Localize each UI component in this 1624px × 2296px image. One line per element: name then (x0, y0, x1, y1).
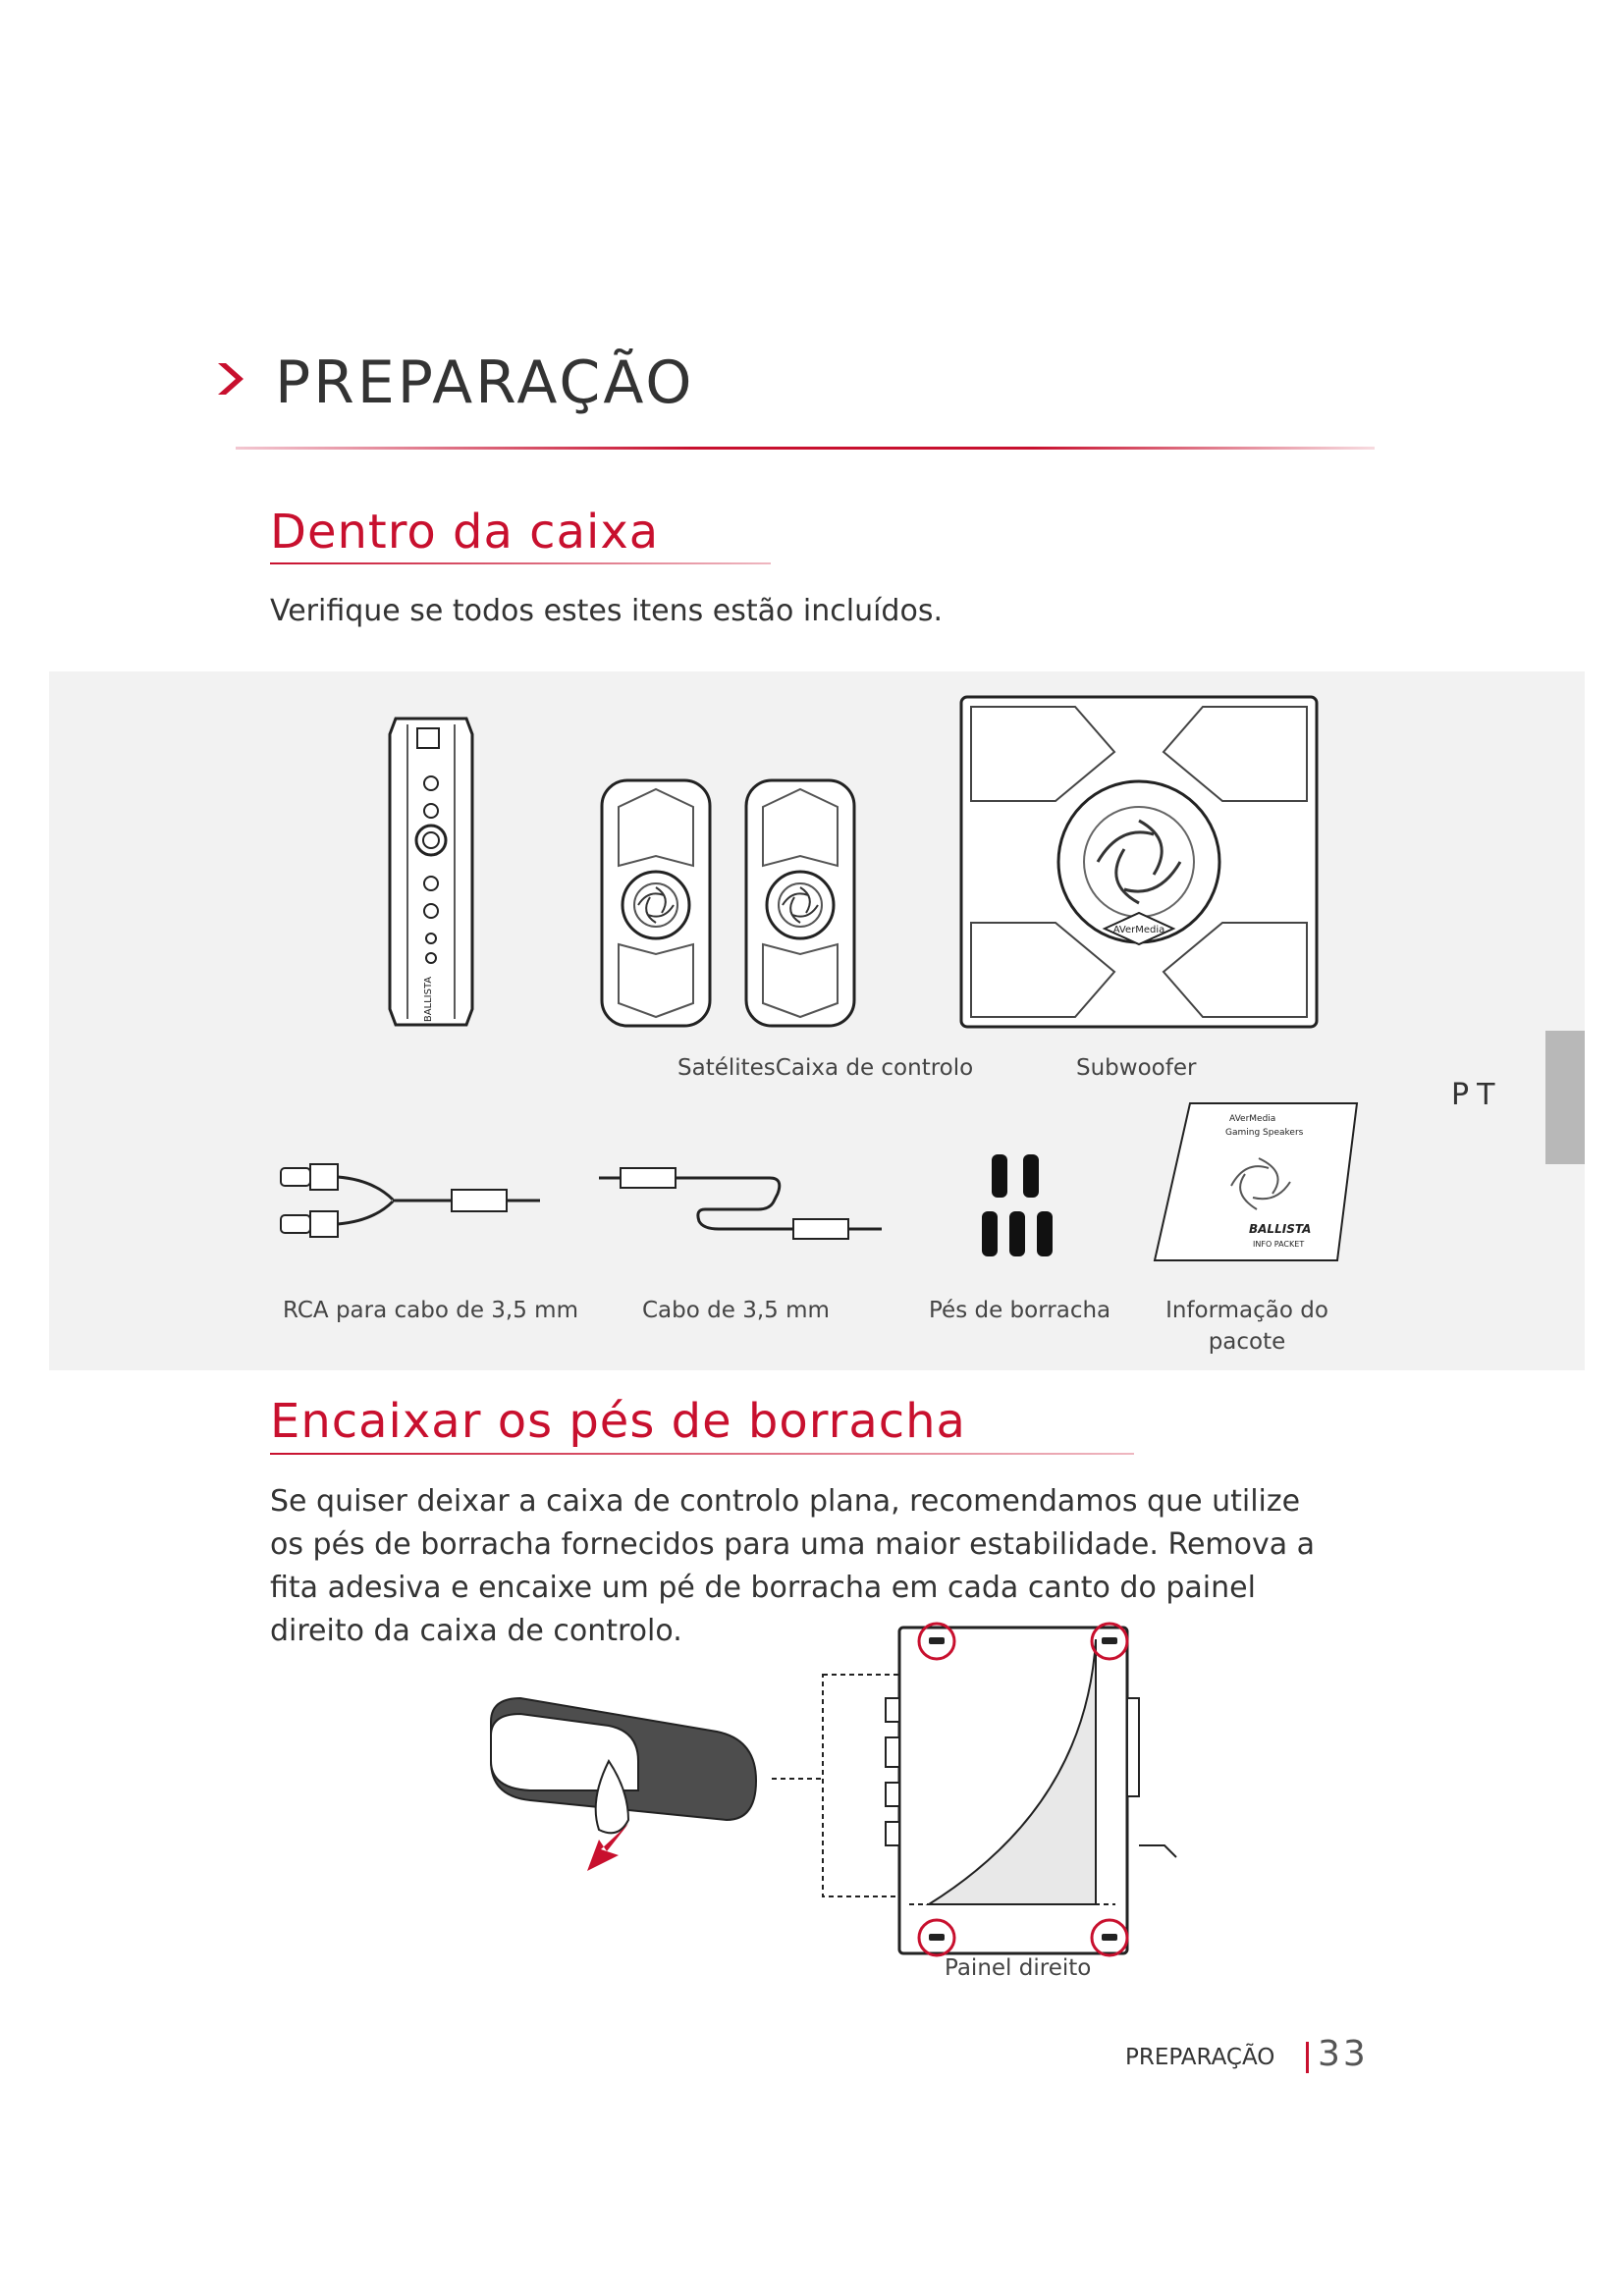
svg-text:INFO PACKET: INFO PACKET (1253, 1240, 1305, 1249)
caption-rca-cable: RCA para cabo de 3,5 mm (283, 1298, 578, 1323)
title-divider (236, 447, 1375, 450)
section-intro: Verifique se todos estes itens estão incluídos. (270, 594, 943, 628)
page-title: PREPARAÇÃO (275, 348, 695, 417)
caption-cable-35mm: Cabo de 3,5 mm (642, 1298, 830, 1323)
control-box-illustration (388, 715, 476, 1029)
svg-text:AVerMedia: AVerMedia (1229, 1114, 1276, 1124)
footer-divider (1306, 2042, 1309, 2073)
svg-text:BALLISTA: BALLISTA (1249, 1222, 1312, 1236)
right-panel-diagram (821, 1610, 1194, 1979)
svg-text:AVerMedia: AVerMedia (1112, 925, 1165, 935)
language-label: PT (1451, 1078, 1503, 1112)
footer-section-name: PREPARAÇÃO (1125, 2045, 1275, 2070)
caption-info-pack: Informação do pacote (1165, 1298, 1328, 1355)
cable-35mm-illustration (597, 1158, 892, 1247)
rca-cable-illustration (275, 1158, 550, 1247)
section-body: Se quiser deixar a caixa de controlo plana, recomendamos que utilize os pés de borracha fornecidos para uma maior estabilidade. Remova a fita adesiva e encaixe um pé de borracha em cada canto do painel direito da caixa de controlo. (270, 1484, 1316, 1648)
svg-text:Gaming Speakers: Gaming Speakers (1225, 1128, 1304, 1138)
section-divider (270, 562, 771, 564)
subwoofer-illustration (957, 693, 1321, 1031)
caption-satellites-control-box: SatélitesCaixa de controlo (677, 1055, 974, 1081)
page-number: 33 (1318, 2034, 1369, 2074)
caption-rubber-feet: Pés de borracha (929, 1298, 1111, 1323)
caption-subwoofer: Subwoofer (1076, 1055, 1197, 1081)
chevron-right-icon (214, 359, 245, 399)
section-heading-rubber-feet: Encaixar os pés de borracha (270, 1394, 966, 1449)
section-divider (270, 1453, 1134, 1455)
rubber-feet-illustration (978, 1150, 1060, 1260)
diagram-label-right-panel: Painel direito (945, 1955, 1092, 1981)
language-side-tab (1545, 1031, 1585, 1164)
info-pack-illustration (1151, 1099, 1361, 1264)
satellite-speaker-left (599, 777, 713, 1029)
section-heading-box-contents: Dentro da caixa (270, 505, 660, 560)
rubber-foot-tape-illustration (481, 1692, 835, 1898)
satellite-speaker-right (743, 777, 857, 1029)
svg-text:BALLISTA: BALLISTA (423, 976, 434, 1023)
